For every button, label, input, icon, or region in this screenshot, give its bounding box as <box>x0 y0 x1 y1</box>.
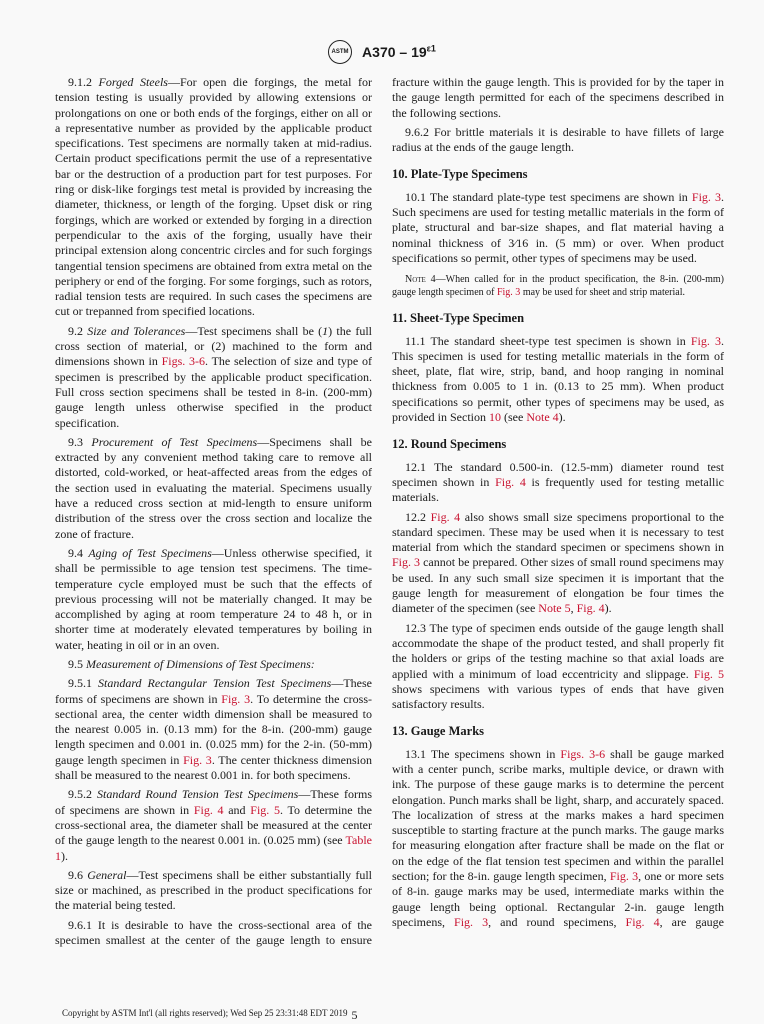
cross-reference-link[interactable]: Fig. 3 <box>690 333 721 348</box>
text-run: (see <box>500 410 527 425</box>
text-run: may be used for sheet and strip material. <box>520 286 685 298</box>
text-run: ). <box>61 848 68 863</box>
section-heading <box>392 724 724 739</box>
paragraph <box>55 868 372 914</box>
text-run: fracture within the gauge length. This is provided for by the taper in the gauge length permitted for each of the specimens described in the following sections. <box>392 75 724 120</box>
text-run: ). <box>558 410 566 425</box>
text-run: also shows small size specimens proportional to the standard specimen. These may be used when it is necessary to test material from which the standard specimen or specimens shown in <box>392 509 724 555</box>
paragraph <box>55 787 372 863</box>
left-column <box>55 75 372 952</box>
paragraph <box>392 75 724 121</box>
note-paragraph <box>392 274 724 299</box>
cross-reference-link[interactable]: Fig. 3 <box>691 189 721 204</box>
paragraph <box>392 460 724 506</box>
section-heading <box>392 437 724 452</box>
text-run: and <box>223 802 251 817</box>
cross-reference-link[interactable]: Fig. 4 <box>430 509 461 524</box>
text-run: . Such specimens are used for testing metallic materials in the form of plate, structural and bar-size shapes, and flat material having a nominal thickness of 3⁄16 in. (5 mm) or over. When product specifications so permit, other types of specimens may be used. <box>392 189 724 265</box>
paragraph <box>55 676 372 783</box>
copyright-notice: Copyright by ASTM Int'l (all rights reserved); Wed Sep 25 23:31:48 EDT 2019 <box>62 1008 348 1018</box>
designation-text: A370 – 19 <box>362 44 427 61</box>
text-run: 13. Gauge Marks <box>392 724 485 739</box>
section-heading <box>392 167 724 182</box>
text-run: 11. Sheet-Type Specimen <box>392 311 525 326</box>
text-run: 9.6.1 It is desirable to have the cross-sectional area of the specimen smallest at the center of the gauge length to ensure <box>55 917 372 948</box>
right-column <box>392 75 724 934</box>
text-run: 9.5.1 <box>68 676 98 691</box>
cross-reference-link[interactable]: Figs. 3-6 <box>161 354 206 369</box>
text-run: 9.1.2 <box>68 75 99 89</box>
cross-reference-link[interactable]: Fig. 3 <box>609 869 639 884</box>
text-run: shall be gauge marked with a center punch, scribe marks, multiple device, or drawn with ink. The purpose of these gauge marks is to determine the percent elongation. Punch marks shall be light, sharp, and accurately spaced. The localization of stress at the marks makes a hard specimen susceptible to starting fracture at the punch marks. The gauge marks for measuring elongation after fracture shall be made on the flat or on the edge of the flat tension test specimen and within the parallel section; for the 8-in. gauge length specimen, <box>392 746 724 884</box>
italic-text: Procurement of Test Specimens <box>91 434 258 449</box>
cross-reference-link[interactable]: Fig. 3 <box>221 691 251 706</box>
section-heading <box>392 311 724 326</box>
page-header <box>0 40 764 64</box>
text-run: ). <box>604 601 612 616</box>
text-run: 9.2 <box>68 323 88 338</box>
text-run: . The selection of size and type of specimen is prescribed by the applicable product specification. Full cross section specimens shall be tested in 8-in. (200-mm) gauge length unless otherwise specified in the product specification. <box>55 354 372 430</box>
italic-text: Measurement of Dimensions of Test Specimens: <box>86 656 315 671</box>
text-run: —Specimens shall be extracted by any convenient method taking care to remove all distorted, cold-worked, or heat-affected areas from the edges of the section used in evaluating the material. Specimens usually have a reduced cross section at mid-length to ensure uniform distribution of the stress over the cross section and localize the zone of fracture. <box>55 434 373 541</box>
text-run: Note <box>405 274 426 286</box>
cross-reference-link[interactable]: Fig. 3 <box>496 286 521 298</box>
italic-text: Forged Steels <box>98 75 168 89</box>
cross-reference-link[interactable]: Fig. 3 <box>392 555 421 570</box>
text-run: , and round specimens, <box>488 914 626 929</box>
document-designation <box>362 44 436 60</box>
designation-superscript: ε1 <box>426 43 436 54</box>
cross-reference-link[interactable]: Fig. 4 <box>495 474 526 489</box>
cross-reference-link[interactable]: Fig. 3 <box>454 914 489 929</box>
italic-text: Aging of Test Specimens <box>88 545 212 560</box>
text-run: 9.6 <box>68 867 88 882</box>
paragraph <box>392 621 724 713</box>
text-run: —Unless otherwise specified, it shall be permissible to age tension test specimens. The time-temperature cycle employed must be such that the effects of previous processing will not be materially changed. It may be accomplished by aging at room temperature 24 to 48 h, or in shorter time at moderately elevated temperatures by boiling in water, heating in oil or in an oven. <box>55 545 372 652</box>
text-run: —Test specimens shall be ( <box>185 323 323 338</box>
text-run: 9.5.2 <box>68 787 97 802</box>
paragraph <box>55 918 372 949</box>
text-run: 10.1 The standard plate-type test specimens are shown in <box>405 189 692 204</box>
page-footer <box>62 1005 358 1020</box>
text-run: , <box>570 601 577 616</box>
page-number: 5 <box>351 1008 358 1022</box>
paragraph <box>55 546 372 653</box>
cross-reference-link[interactable]: Fig. 5 <box>693 666 724 681</box>
paragraph <box>392 510 724 617</box>
text-run: , are gauge <box>659 914 724 929</box>
cross-reference-link[interactable]: Fig. 5 <box>250 802 280 817</box>
cross-reference-link[interactable]: Table 1 <box>55 833 372 863</box>
text-run: . This specimen is used for testing metallic materials in the form of sheet, plate, flat wire, strip, band, and hoop ranging in nominal thickness from 0.005 to 1 in. (0.13 to 25 mm). When product specifications so permit, other types of specimens may be used, as provided in Section <box>392 333 724 425</box>
text-run: 9.4 <box>68 545 89 560</box>
text-run: , one or more sets of 8-in. gauge marks may be used, intermediate marks within the gauge length being optional. Rectangular 2-in. gauge length specimens, <box>392 869 724 929</box>
text-run: —Test specimens shall be either substantially full size or machined, as prescribed in the product specifications for the material being tested. <box>55 867 373 913</box>
text-run: 12.2 <box>405 509 431 524</box>
astm-logo-icon: ASTM <box>328 40 352 64</box>
cross-reference-link[interactable]: Fig. 4 <box>576 601 605 616</box>
text-run: —These forms of specimens are shown in <box>55 676 372 706</box>
text-run: —For open die forgings, the metal for tension testing is usually provided by allowing extensions or prolongations on one or both ends of the forgings, either on all or a representative number as provided by the applicable product specifications. Test specimens are normally taken at mid-radius. Certain product specifications permit the use of a representative bar or the destruction of a production part for test purposes. For ring or disk-like forgings test metal is provided by increasing the diameter, thickness, or length of the forging. Upset disk or ring forgings, which are worked or extended by forging in a direction perpendicular to the axis of the forging, usually have their principal extension along concentric circles and for such forgings tangential tension specimens are obtained from extra metal on the periphery or end of the forging. For some forgings, such as rotors, radial tension tests are required. In such cases the specimens are cut or trepanned from specified locations. <box>55 75 372 319</box>
paragraph <box>392 125 724 156</box>
text-run: 11.1 The standard sheet-type test specimen is shown in <box>405 333 691 348</box>
text-run: 13.1 The specimens shown in <box>405 746 561 761</box>
text-run: ) the full cross section of material, or (2) machined to the form and dimensions shown in <box>55 323 373 369</box>
text-run: shows specimens with various types of ends that have given satisfactory results. <box>392 681 724 712</box>
paragraph <box>392 747 724 931</box>
paragraph <box>392 334 724 426</box>
text-run: . To determine the cross-sectional area, the diameter shall be measured at the center of the gauge length to the nearest 0.001 in. (0.025 mm) (see <box>55 802 372 848</box>
text-run: . The center thickness dimension shall be measured to the nearest 0.001 in. for both specimens. <box>55 752 373 783</box>
text-run: 10. Plate-Type Specimens <box>392 167 528 182</box>
paragraph <box>55 324 372 431</box>
cross-reference-link[interactable]: Figs. 3-6 <box>560 746 606 761</box>
paragraph <box>55 435 372 542</box>
text-run: —These forms of specimens are shown in <box>55 787 372 817</box>
cross-reference-link[interactable]: Fig. 4 <box>625 914 660 929</box>
italic-text: Size and Tolerances <box>87 323 186 338</box>
text-run: is frequently used for testing metallic materials. <box>392 474 724 505</box>
italic-text: Standard Round Tension Test Specimens <box>97 787 299 802</box>
text-run: 12. Round Specimens <box>392 437 507 452</box>
paragraph <box>55 75 372 320</box>
paragraph <box>392 190 724 266</box>
cross-reference-link[interactable]: Note 5 <box>538 601 571 616</box>
text-run: 12.1 The standard 0.500-in. (12.5-mm) diameter round test specimen shown in <box>392 459 724 489</box>
cross-reference-link[interactable]: Fig. 3 <box>183 752 212 767</box>
paragraph <box>55 657 372 672</box>
text-run: 9.5 <box>68 656 86 671</box>
cross-reference-link[interactable]: Fig. 4 <box>193 802 224 817</box>
text-run: 9.3 <box>68 434 92 449</box>
text-run: . To determine the cross-sectional area, the center width dimension shall be measured to the nearest 0.005 in. (0.13 mm) for the 8-in. (200-mm) gauge length specimen and 0.001 in. (0.025 mm) for the 2-in. (50-mm) gauge length specimen in <box>55 691 372 767</box>
text-run: 12.3 The type of specimen ends outside of the gauge length shall accommodate the shape of the product tested, and shall properly fit the holders or grips of the testing machine so that axial loads are applied with a minimum of load eccentricity and slippage. <box>392 620 724 681</box>
cross-reference-link[interactable]: Note 4 <box>526 410 559 425</box>
text-run: 9.6.2 For brittle materials it is desirable to have fillets of large radius at the ends of the gauge length. <box>392 124 724 155</box>
italic-text: Standard Rectangular Tension Test Specimens <box>98 676 332 691</box>
cross-reference-link[interactable]: 10 <box>488 410 501 425</box>
text-run: 4—When called for in the product specification, the 8-in. (200-mm) gauge length specimen of <box>392 274 724 298</box>
text-run: cannot be prepared. Other sizes of small round specimens may be used. In any such small size specimen it is important that the gauge length for measurement of elongation be four times the diameter of the specimen (see <box>392 555 724 616</box>
italic-text: 1 <box>322 323 329 338</box>
italic-text: General <box>87 867 127 882</box>
